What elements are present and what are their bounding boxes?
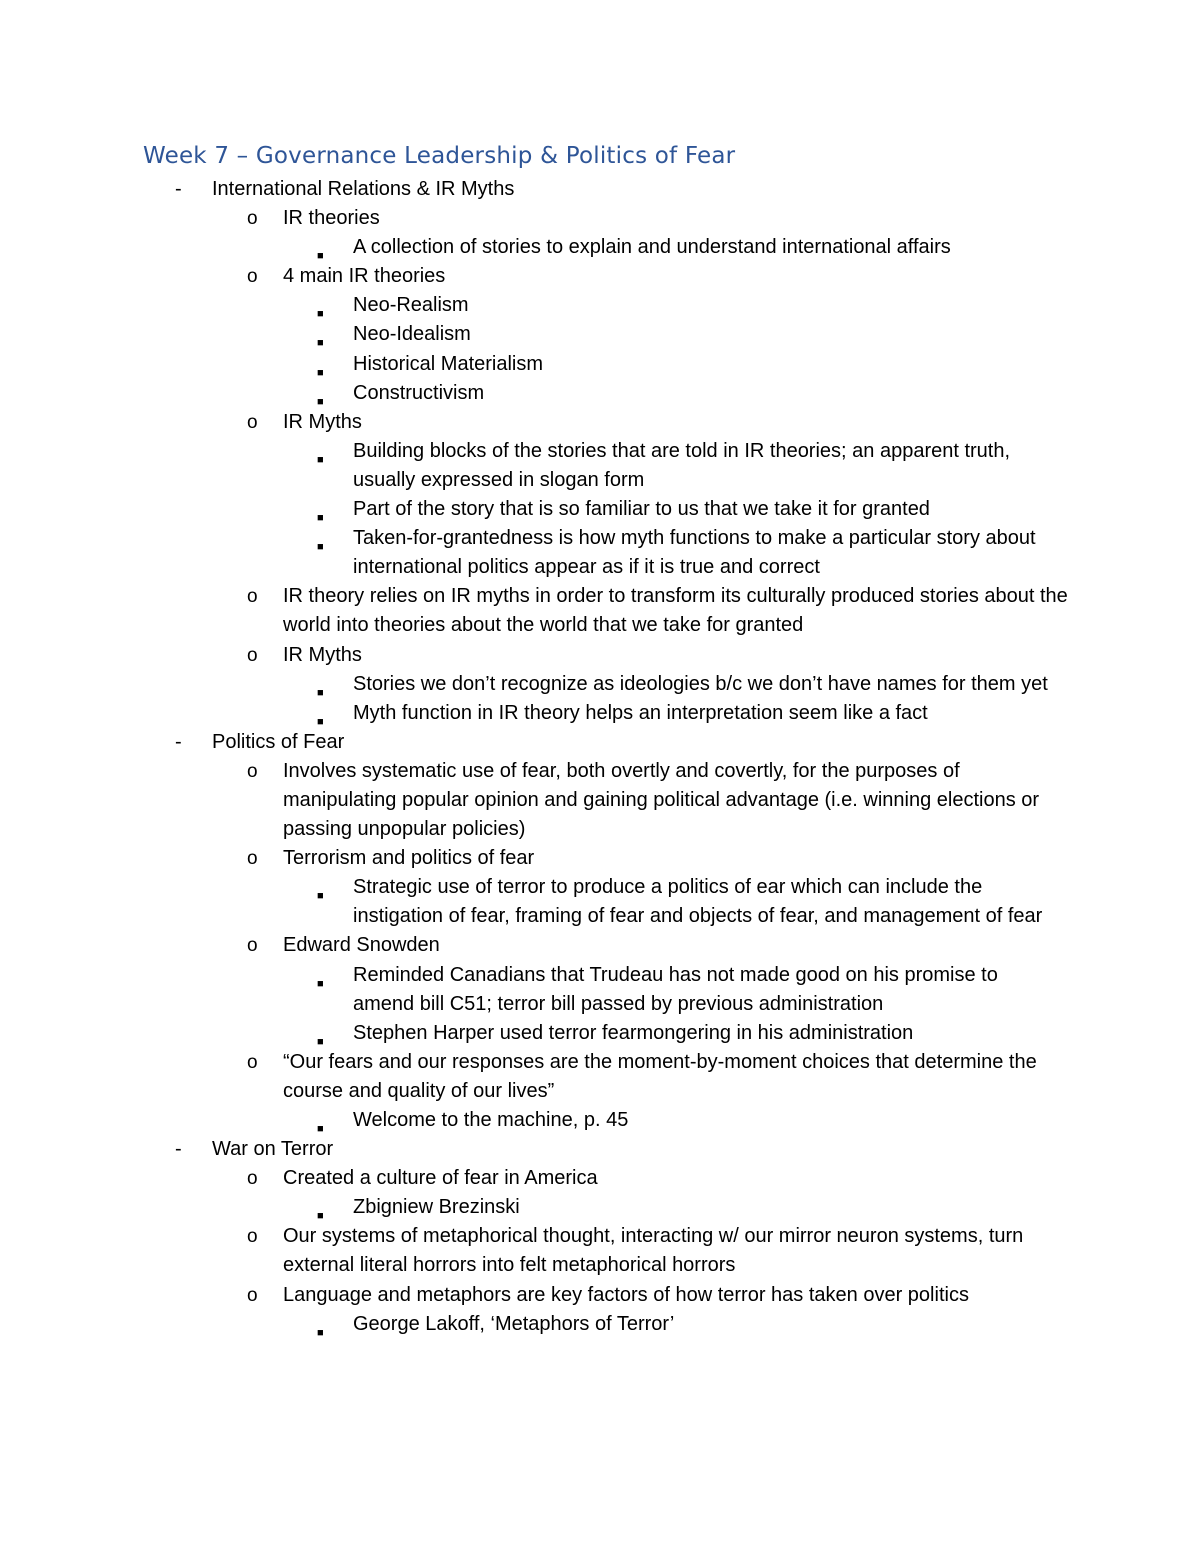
detail-item: [0, 1193, 1200, 1222]
item-text: Terrorism and politics of fear: [283, 847, 535, 870]
detail-item: [0, 670, 1200, 699]
detail-item: [0, 233, 1200, 262]
subsection-item: [0, 1281, 1200, 1310]
item-text: IR Myths: [283, 410, 362, 433]
bullet-marker: ■: [317, 1210, 324, 1223]
item-text: Part of the story that is so familiar to us that we take it for granted: [353, 498, 930, 521]
bullet-marker: o: [247, 760, 258, 782]
subsection-item: [0, 262, 1200, 291]
bullet-marker: -: [175, 1138, 182, 1161]
bullet-marker: ■: [317, 337, 324, 350]
item-text: Edward Snowden: [283, 934, 440, 957]
item-text: IR theory relies on IR myths in order to transform its culturally produced stories about the world into theories about the world that we take for granted: [283, 585, 1068, 637]
detail-item: [0, 437, 1200, 495]
detail-item: [0, 495, 1200, 524]
item-text: Our systems of metaphorical thought, interacting w/ our mirror neuron systems, turn external literal horrors into felt metaphorical horrors: [283, 1225, 1024, 1277]
bullet-marker: ■: [317, 453, 324, 466]
item-text: Constructivism: [353, 381, 485, 404]
item-text: Reminded Canadians that Trudeau has not made good on his promise to amend bill C51; terror bill passed by previous administration: [353, 963, 998, 1015]
bullet-marker: ■: [317, 977, 324, 990]
item-text: Stories we don’t recognize as ideologies b/c we don’t have names for them yet: [353, 672, 1048, 695]
bullet-marker: ■: [317, 1035, 324, 1048]
bullet-marker: ■: [317, 512, 324, 525]
bullet-marker: ■: [317, 1326, 324, 1339]
item-text: Myth function in IR theory helps an interpretation seem like a fact: [353, 701, 928, 724]
bullet-marker: ■: [317, 395, 324, 408]
bullet-marker: o: [247, 644, 258, 666]
item-text: “Our fears and our responses are the moment-by-moment choices that determine the course and quality of our lives”: [283, 1050, 1037, 1102]
item-text: Building blocks of the stories that are told in IR theories; an apparent truth, usually expressed in slogan form: [353, 439, 1011, 491]
item-text: International Relations & IR Myths: [212, 178, 515, 200]
detail-item: [0, 699, 1200, 728]
item-text: Welcome to the machine, p. 45: [353, 1109, 629, 1131]
section-heading: [0, 175, 1200, 204]
detail-item: [0, 1310, 1200, 1339]
item-text: 4 main IR theories: [283, 265, 446, 288]
bullet-marker: o: [247, 1051, 258, 1073]
item-text: Involves systematic use of fear, both overtly and covertly, for the purposes of manipulating popular opinion and gaining political advantage (i.e. winning elections or passing unpopular policies): [283, 759, 1040, 841]
bullet-marker: o: [247, 848, 258, 870]
item-text: Politics of Fear: [212, 730, 345, 753]
subsection-item: [0, 204, 1200, 233]
bullet-marker: ■: [317, 250, 324, 263]
bullet-marker: ■: [317, 1123, 324, 1135]
subsection-item: [0, 844, 1200, 873]
bullet-marker: o: [247, 1168, 258, 1190]
subsection-item: [0, 757, 1200, 844]
bullet-marker: o: [247, 1226, 258, 1248]
bullet-marker: ■: [317, 308, 324, 321]
bullet-marker: ■: [317, 541, 324, 554]
item-text: Neo-Realism: [353, 294, 469, 317]
detail-item: [0, 291, 1200, 320]
bullet-marker: -: [175, 178, 182, 200]
detail-item: [0, 961, 1200, 1019]
detail-item: [0, 320, 1200, 349]
item-text: Neo-Idealism: [353, 323, 471, 346]
detail-item: [0, 379, 1200, 408]
subsection-item: [0, 582, 1200, 640]
detail-item: [0, 873, 1200, 931]
subsection-item: [0, 641, 1200, 670]
item-text: Historical Materialism: [353, 352, 544, 375]
item-text: IR Myths: [283, 643, 362, 666]
bullet-marker: o: [247, 935, 258, 957]
section-heading: [0, 728, 1200, 757]
detail-item: [0, 350, 1200, 379]
bullet-marker: -: [175, 730, 182, 753]
bullet-marker: ■: [317, 715, 324, 728]
subsection-item: [0, 1048, 1200, 1106]
section-heading: [0, 1135, 1200, 1164]
subsection-item: [0, 931, 1200, 960]
bullet-marker: o: [247, 266, 258, 288]
subsection-item: [0, 1164, 1200, 1193]
item-text: Created a culture of fear in America: [283, 1167, 598, 1190]
item-text: Strategic use of terror to produce a politics of ear which can include the instigation of fear, framing of fear and objects of fear, and management of fear: [353, 876, 1043, 928]
item-text: Taken-for-grantedness is how myth functions to make a particular story about international politics appear as if it is true and correct: [353, 527, 1036, 579]
detail-item: [0, 1019, 1200, 1048]
outline-list: [0, 175, 1200, 1339]
bullet-marker: ■: [317, 366, 324, 379]
page-title: Week 7 – Governance Leadership & Politics of Fear: [143, 143, 736, 169]
item-text: War on Terror: [212, 1138, 334, 1161]
subsection-item: [0, 1222, 1200, 1280]
bullet-marker: ■: [317, 686, 324, 699]
bullet-marker: ■: [317, 890, 324, 903]
item-text: IR theories: [283, 207, 380, 230]
bullet-marker: o: [247, 586, 258, 608]
bullet-marker: o: [247, 1284, 258, 1306]
detail-item: [0, 524, 1200, 582]
bullet-marker: o: [247, 208, 258, 230]
item-text: Stephen Harper used terror fearmongering in his administration: [353, 1021, 914, 1044]
item-text: George Lakoff, ‘Metaphors of Terror’: [353, 1312, 675, 1335]
item-text: A collection of stories to explain and understand international affairs: [353, 236, 951, 259]
subsection-item: [0, 408, 1200, 437]
detail-item: [0, 1106, 1200, 1135]
item-text: Language and metaphors are key factors of how terror has taken over politics: [283, 1283, 969, 1306]
item-text: Zbigniew Brezinski: [353, 1196, 520, 1219]
bullet-marker: o: [247, 411, 258, 433]
